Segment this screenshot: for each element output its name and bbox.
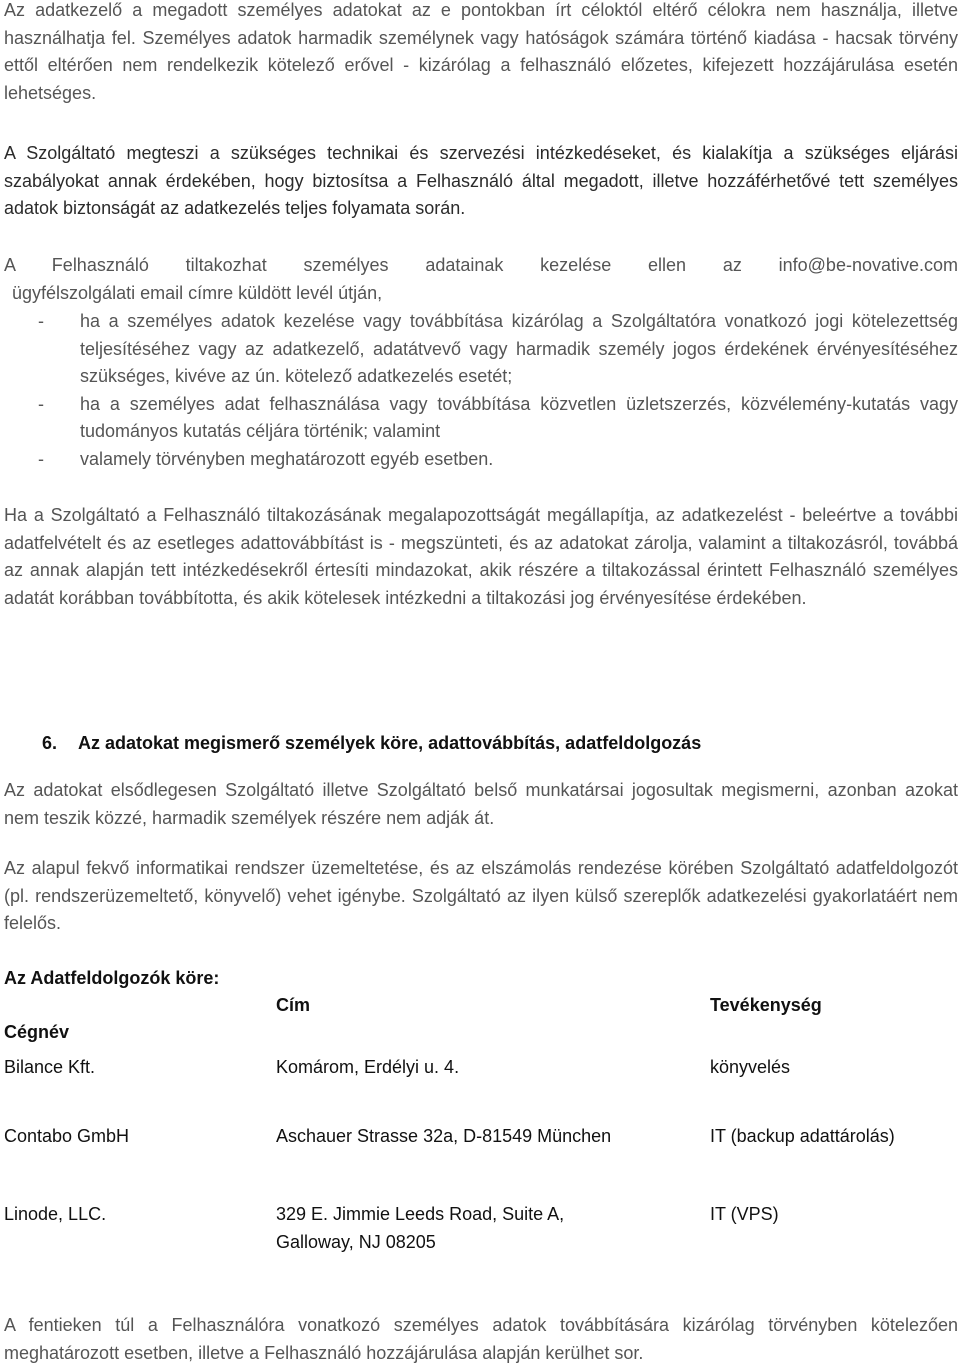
processor-activity: IT (VPS): [710, 1204, 779, 1224]
processors-title: Az Adatfeldolgozók köre:: [4, 968, 220, 988]
paragraph-security-measures: A Szolgáltató megteszi a szükséges technikai és szervezési intézkedéseket, és kialakítja a szükséges eljárási szabályokat annak érdekében, hogy biztosítsa a Felhasználó által megadott, illetve hozzáférhetővé tett személyes adatok biztonságát az adatkezelés teljes folyamata során.: [4, 143, 958, 219]
list-bullet: -: [38, 393, 44, 414]
section-heading: [42, 730, 701, 757]
processor-address-line-2: Galloway, NJ 08205: [276, 1232, 436, 1252]
column-header-address: Cím: [276, 995, 311, 1015]
paragraph-internal-access: Az adatokat elsődlegesen Szolgáltató illetve Szolgáltató belső munkatársai jogosultak megismerni, azonban azokat nem teszik közzé, harmadik személyek részére nem adják át.: [4, 780, 958, 828]
paragraph-objection: [4, 252, 958, 307]
processor-name: Contabo GmbH: [4, 1126, 130, 1146]
list-item: [38, 446, 958, 474]
paragraph-objection-outcome: Ha a Szolgáltató a Felhasználó tiltakozásának megalapozottságát megállapítja, az adatkezelést - beleértve a további adatfelvételt és az esetleges adattovábbítást is - megszünteti, és az adatokat zárolja, valamint a tiltakozásról, továbbá az annak alapján tett intézkedésekről értesíti mindazokat, akik részére a tiltakozással érintett Felhasználó személyes adatát korábban továbbította, és akik kötelesek intézkedni a tiltakozási jog érvényesítése érdekében.: [4, 505, 958, 608]
section-number: 6.: [42, 733, 58, 753]
objection-line-1: A Felhasználó tiltakozhat személyes adatainak kezelése ellen az info@be-novative.com: [4, 255, 958, 275]
paragraph-processors-info: Az alapul fekvő informatikai rendszer üzemeltetése, és az elszámolás rendezése körében Szolgáltató adatfeldolgozót (pl. rendszerüzemeltető, könyvelő) vehet igénybe. Szolgáltató az ilyen külső szereplők adatkezelési gyakorlatáért nem felelős.: [4, 858, 958, 934]
objection-line-2: ügyfélszolgálati email címre küldött levél útján,: [12, 282, 383, 303]
list-bullet: -: [38, 448, 44, 469]
processor-activity: IT (backup adattárolás): [710, 1126, 895, 1146]
processor-name: Bilance Kft.: [4, 1057, 96, 1077]
processor-name: Linode, LLC.: [4, 1204, 107, 1224]
list-item: [38, 391, 958, 446]
list-bullet: -: [38, 311, 44, 331]
section-title: Az adatokat megismerő személyek köre, adattovábbítás, adatfeldolgozás: [78, 733, 702, 753]
processor-activity: könyvelés: [710, 1057, 791, 1077]
objection-cases-list: [38, 308, 958, 474]
processor-address: Komárom, Erdélyi u. 4.: [276, 1057, 460, 1077]
paragraph-data-usage: Az adatkezelő a megadott személyes adatokat az e pontokban írt céloktól eltérő célokra nem használja, illetve használhatja fel. Személyes adatok harmadik személynek vagy hatóságok számára történő kiadása - hacsak törvény ettől eltérően nem rendelkezik kötelező erővel - kizárólag a felhasználó előzetes, kifejezett hozzájárulása esetén lehetséges.: [4, 0, 958, 103]
list-item-text: ha a személyes adat felhasználása vagy továbbítása közvetlen üzletszerzés, közvélemény-kutatás vagy tudományos kutatás céljára történik; valamint: [80, 393, 958, 442]
paragraph-legal-transfer: A fentieken túl a Felhasználóra vonatkozó személyes adatok továbbítására kizárólag törvényben kötelezően meghatározott esetben, illetve a Felhasználó hozzájárulása alapján kerülhet sor.: [4, 1315, 958, 1363]
column-header-activity: Tevékenység: [710, 995, 822, 1015]
list-item-text: valamely törvényben meghatározott egyéb esetben.: [80, 448, 494, 469]
list-item-text: ha a személyes adatok kezelése vagy továbbítása kizárólag a Szolgáltatóra vonatkozó jogi kötelezettség teljesítéséhez vagy az adatkezelő, adatátvevő vagy harmadik személy jogos érdekének érvényesítéséhez szükséges, kivéve az ún. kötelező adatkezelés esetét;: [80, 311, 958, 387]
processor-address: 329 E. Jimmie Leeds Road, Suite A,: [276, 1204, 565, 1224]
list-item: [38, 308, 958, 391]
processor-address: Aschauer Strasse 32a, D-81549 München: [276, 1126, 612, 1146]
column-header-name: Cégnév: [4, 1022, 70, 1042]
